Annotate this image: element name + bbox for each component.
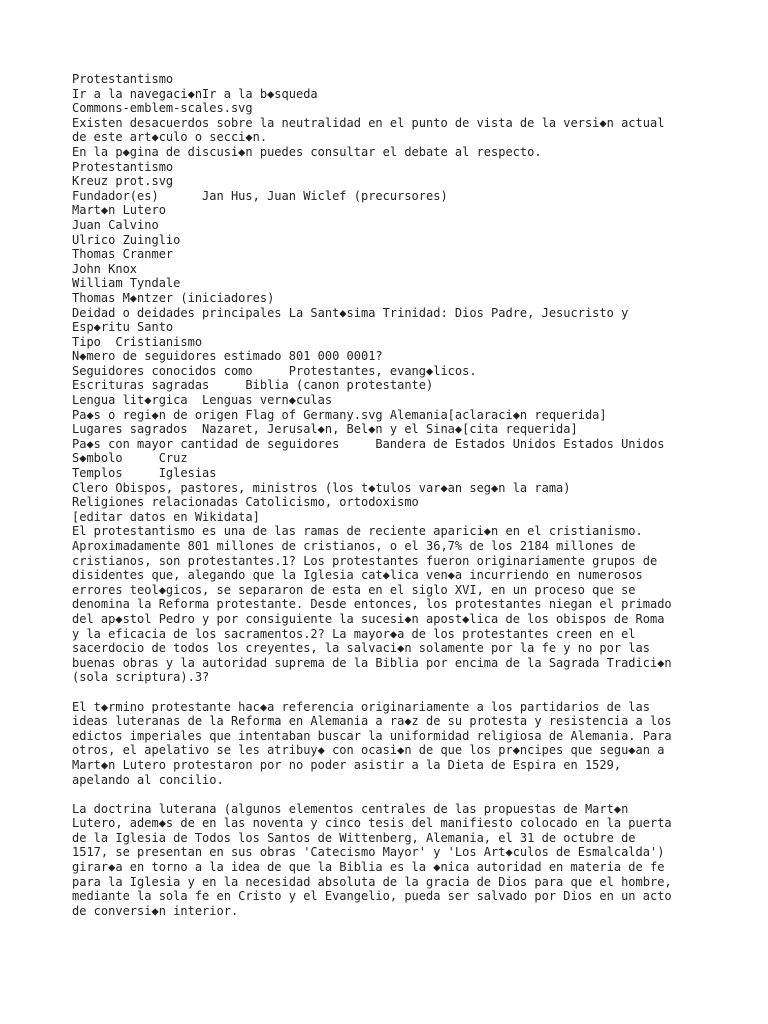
paragraph-line: errores teol◆gicos, se separaron de esta en el siglo XVI, en un proceso que se	[72, 582, 636, 597]
text-line: Mart◆n Lutero	[72, 203, 166, 218]
paragraph-line: cristianos, son protestantes.1? Los protestantes fueron originariamente grupos de	[72, 553, 658, 568]
text-line: Protestantismo	[72, 72, 174, 86]
text-line: Kreuz prot.svg	[72, 174, 174, 189]
paragraph-line: 1517, se presentan en sus obras 'Catecismo Mayor' y 'Los Art◆culos de Esmalcalda')	[72, 845, 665, 860]
paragraph-line: mediante la sola fe en Cristo y el Evangelio, pueda ser salvado por Dios en un acto	[72, 889, 672, 904]
text-line: Thomas Cranmer	[72, 247, 174, 262]
paragraph	[72, 802, 702, 919]
text-line: Protestantismo	[72, 159, 174, 174]
paragraph-line: Lutero, adem◆s de en las noventa y cinco tesis del manifiesto colocado en la puerta	[72, 816, 672, 831]
text-line: William Tyndale	[72, 276, 181, 291]
text-line: Juan Calvino	[72, 217, 159, 232]
text-line: En la p◆gina de discusi◆n puedes consultar el debate al respecto.	[72, 144, 542, 159]
paragraph-line: Mart◆n Lutero protestaron por no poder asistir a la Dieta de Espira en 1529,	[72, 757, 622, 772]
text-line: Thomas M◆ntzer (iniciadores)	[72, 290, 275, 305]
text-line: Tipo Cristianismo	[72, 334, 203, 349]
paragraph-line: para la Iglesia y en la necesidad absoluta de la gracia de Dios para que el hombre,	[72, 874, 672, 889]
paragraph	[72, 524, 702, 685]
text-line: Pa◆s o regi◆n de origen Flag of Germany.svg Alemania[aclaraci◆n requerida]	[72, 407, 607, 422]
text-line: Fundador(es) Jan Hus, Juan Wiclef (precursores)	[72, 188, 448, 203]
text-line: Lengua lit◆rgica Lenguas vern◆culas	[72, 393, 333, 408]
paragraph-line: ideas luteranas de la Reforma en Alemania a ra◆z de su protesta y resistencia a los	[72, 714, 672, 729]
text-line: Clero Obispos, pastores, ministros (los t◆tulos var◆an seg◆n la rama)	[72, 480, 571, 495]
infobox-block	[72, 72, 702, 524]
paragraph-line: sacerdocio de todos los creyentes, la salvaci◆n solamente por la fe y no por las	[72, 641, 650, 656]
paragraph-line: otros, el apelativo se les atribuy◆ con ocasi◆n de que los pr◆ncipes que segu◆an a	[72, 743, 665, 758]
text-line: Lugares sagrados Nazaret, Jerusal◆n, Bel◆n y el Sina◆[cita requerida]	[72, 422, 578, 437]
text-line: Templos Iglesias	[72, 466, 217, 481]
article-body	[72, 524, 702, 918]
paragraph-line: y la eficacia de los sacramentos.2? La mayor◆a de los protestantes creen en el	[72, 626, 636, 641]
paragraph-line: del ap◆stol Pedro y por consiguiente la sucesi◆n apost◆lica de los obispos de Roma	[72, 611, 665, 626]
paragraph-line: edictos imperiales que intentaban buscar la uniformidad religiosa de Alemania. Para	[72, 728, 672, 743]
paragraph-line: de conversi◆n interior.	[72, 903, 239, 918]
text-line: Deidad o deidades principales La Sant◆sima Trinidad: Dios Padre, Jesucristo y	[72, 305, 629, 320]
paragraph-line: El protestantismo es una de las ramas de reciente aparici◆n en el cristianismo.	[72, 524, 643, 539]
paragraph-line: disidentes que, alegando que la Iglesia cat◆lica ven◆a incurriendo en numerosos	[72, 568, 643, 583]
text-line: Religiones relacionadas Catolicismo, ortodoxismo	[72, 495, 419, 510]
paragraph-line: denomina la Reforma protestante. Desde entonces, los protestantes niegan el primado	[72, 597, 672, 612]
paragraph-line: La doctrina luterana (algunos elementos centrales de las propuestas de Mart◆n	[72, 801, 629, 816]
text-line: Ulrico Zuinglio	[72, 232, 181, 247]
paragraph-line: buenas obras y la autoridad suprema de la Biblia por encima de la Sagrada Tradici◆n	[72, 655, 672, 670]
paragraph-line: Aproximadamente 801 millones de cristianos, o el 36,7% de los 2184 millones de	[72, 539, 636, 553]
text-line: de este art◆culo o secci◆n.	[72, 130, 268, 145]
text-line: Escrituras sagradas Biblia (canon protestante)	[72, 378, 434, 393]
text-line: Ir a la navegaci◆nIr a la b◆squeda	[72, 86, 318, 101]
paragraph-line: de la Iglesia de Todos los Santos de Wittenberg, Alemania, el 31 de octubre de	[72, 830, 636, 845]
text-line: Pa◆s con mayor cantidad de seguidores Bandera de Estados Unidos Estados Unidos	[72, 436, 665, 451]
document-body	[72, 72, 702, 918]
paragraph	[72, 700, 702, 788]
text-line: John Knox	[72, 261, 138, 276]
text-line: Existen desacuerdos sobre la neutralidad en el punto de vista de la versi◆n actual	[72, 115, 665, 130]
paragraph-line: apelando al concilio.	[72, 772, 224, 787]
text-line: [editar datos en Wikidata]	[72, 509, 260, 524]
text-line: N◆mero de seguidores estimado 801 000 0001?	[72, 349, 383, 364]
paragraph-line: El t◆rmino protestante hac◆a referencia originariamente a los partidarios de las	[72, 699, 650, 714]
text-line: Esp◆ritu Santo	[72, 320, 174, 335]
text-line: Commons-emblem-scales.svg	[72, 101, 253, 116]
text-line: Seguidores conocidos como Protestantes, evang◆licos.	[72, 363, 477, 378]
paragraph-line: girar◆a en torno a la idea de que la Biblia es la ◆nica autoridad en materia de fe	[72, 860, 665, 875]
text-line: S◆mbolo Cruz	[72, 451, 188, 466]
paragraph-line: (sola scriptura).3?	[72, 670, 210, 685]
